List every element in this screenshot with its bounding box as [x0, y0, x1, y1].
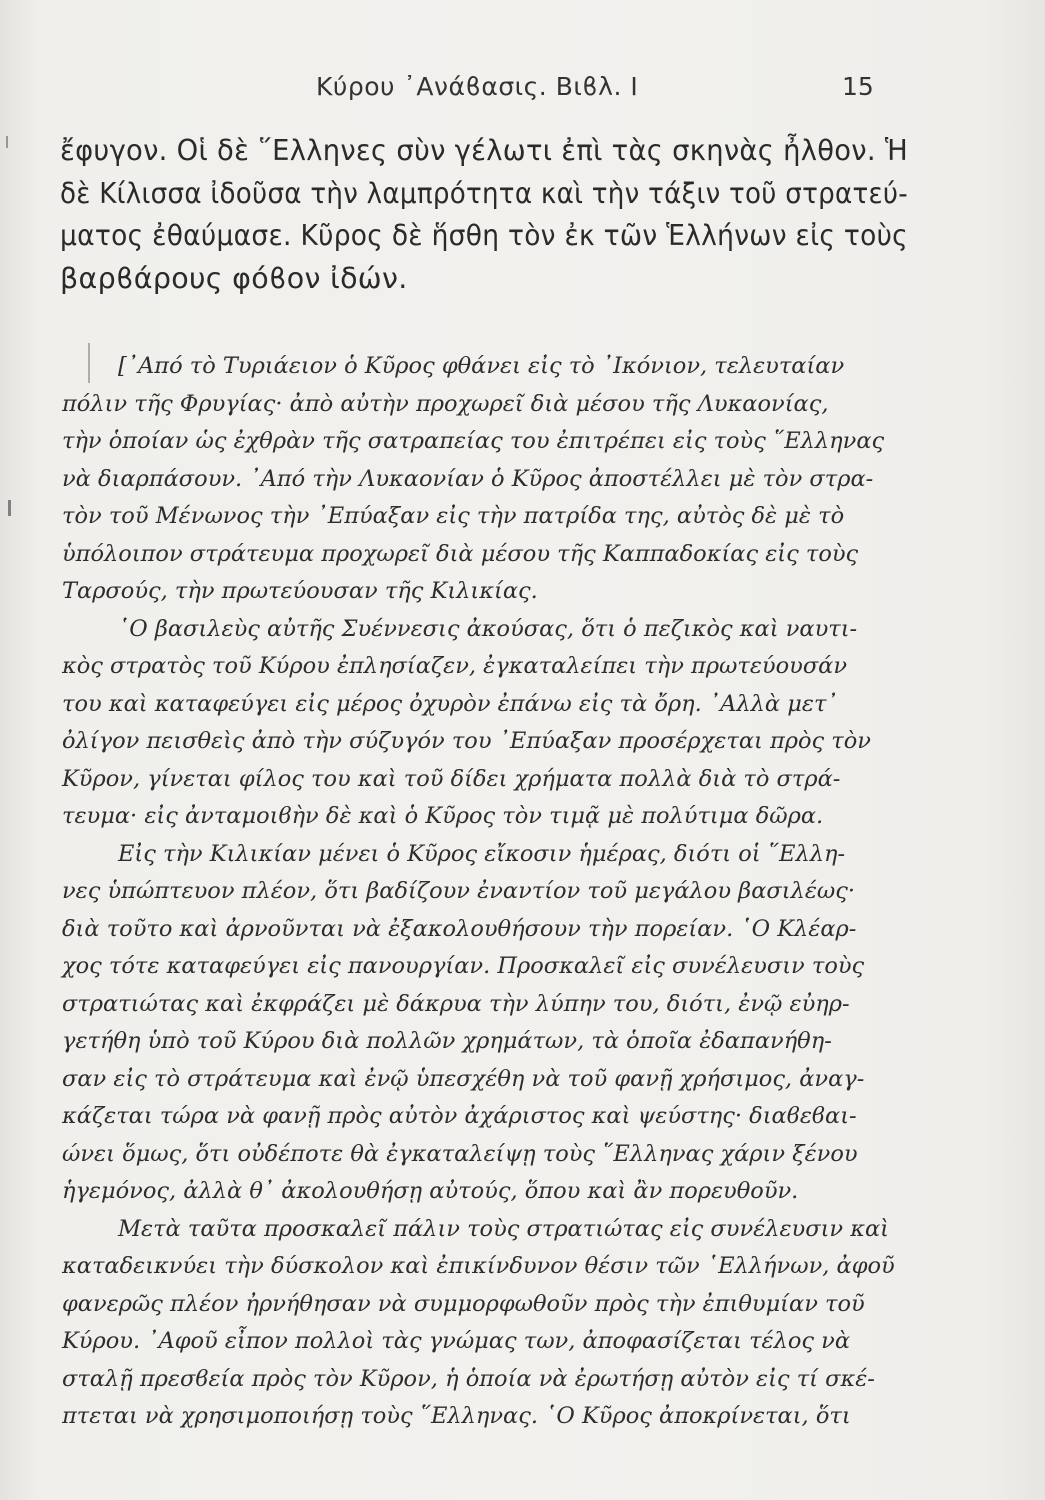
text-line: ἔφυγον. Οἱ δὲ ῞Ελληνες σὺν γέλωτι ἐπὶ τὰς σκηνὰς ἦλθον. Ἡ — [60, 134, 909, 167]
text-line: ματος ἐθαύμασε. Κῦρος δὲ ἥσθη τὸν ἐκ τῶν Ἑλλήνων εἰς τοὺς — [60, 219, 909, 252]
summary-paragraph — [62, 611, 912, 836]
modern-greek-summary — [62, 348, 912, 1436]
text-line: ἡγεμόνος, ἀλλὰ θ᾿ ἀκολουθήσῃ αὐτούς, ὅπου καὶ ἂν πορευθοῦν. — [62, 1178, 799, 1204]
text-line: χος τότε καταφεύγει εἰς πανουργίαν. Προσκαλεῖ εἰς συνέλευσιν τοὺς — [62, 953, 865, 979]
page-number: 15 — [842, 72, 874, 101]
summary-paragraph — [62, 1211, 912, 1436]
margin-speck — [8, 500, 11, 516]
text-line: τευμα· εἰς ἀνταμοιϐὴν δὲ καὶ ὁ Κῦρος τὸν τιμᾷ μὲ πολύτιμα δῶρα. — [62, 803, 824, 829]
text-line: σταλῇ πρεσϐεία πρὸς τὸν Κῦρον, ἡ ὁποία νὰ ἐρωτήσῃ αὐτὸν εἰς τί σκέ- — [62, 1365, 875, 1392]
text-line: γετήθη ὑπὸ τοῦ Κύρου διὰ πολλῶν χρημάτων, τὰ ὁποῖα ἐδαπανήθη- — [62, 1028, 832, 1054]
text-line: τὴν ὁποίαν ὡς ἐχθρὰν τῆς σατραπείας του ἐπιτρέπει εἰς τοὺς ῞Ελληνας — [62, 428, 885, 454]
page-header — [0, 72, 1045, 112]
text-line: στρατιώτας καὶ ἐκφράζει μὲ δάκρυα τὴν λύπην του, διότι, ἐνῷ εὐηρ- — [62, 990, 850, 1017]
text-line: νες ὑπώπτευον πλέον, ὅτι βαδίζουν ἐναντίον τοῦ μεγάλου βασιλέως· — [62, 878, 856, 904]
text-line: διὰ τοῦτο καὶ ἀρνοῦνται νὰ ἐξακολουθήσουν τὴν πορείαν. ῾Ο Κλέαρ- — [62, 915, 857, 942]
text-line: ὀλίγον πεισθεὶς ἀπὸ τὴν σύζυγόν του ᾿Επύαξαν προσέρχεται πρὸς τὸν — [62, 728, 871, 754]
text-line: [᾿Από τὸ Τυριάειον ὁ Κῦρος φθάνει εἰς τὸ ᾿Ικόνιον, τελευταίαν — [118, 353, 845, 379]
margin-speck — [6, 136, 8, 148]
text-line: ῾Ο βασιλεὺς αὐτῆς Συέννεσις ἀκούσας, ὅτι ὁ πεζικὸς καὶ ναυτι- — [118, 615, 858, 642]
text-line: τὸν τοῦ Μένωνος τὴν ᾿Επύαξαν εἰς τὴν πατρίδα της, αὐτὸς δὲ μὲ τὸ — [62, 503, 845, 529]
text-line: φανερῶς πλέον ἠρνήθησαν νὰ συμμορφωθοῦν πρὸς τὴν ἐπιθυμίαν τοῦ — [62, 1290, 865, 1317]
text-line: Ταρσούς, τὴν πρωτεύουσαν τῆς Κιλικίας. — [62, 578, 538, 604]
ancient-greek-text — [60, 130, 910, 300]
summary-paragraph — [62, 836, 912, 1211]
text-line: κὸς στρατὸς τοῦ Κύρου ἐπλησίαζεν, ἐγκαταλείπει τὴν πρωτεύουσάν — [62, 653, 848, 679]
text-line: δὲ Κίλισσα ἰδοῦσα τὴν λαμπρότητα καὶ τὴν τάξιν τοῦ στρατεύ- — [60, 176, 909, 210]
text-line: κάζεται τώρα νὰ φανῇ πρὸς αὐτὸν ἀχάριστος καὶ ψεύστης· διαϐεϐαι- — [62, 1103, 857, 1129]
text-line: πτεται νὰ χρησιμοποιήσῃ τοὺς ῞Ελληνας. ῾Ο Κῦρος ἀποκρίνεται, ὅτι — [62, 1403, 851, 1429]
text-line: πόλιν τῆς Φρυγίας· ἀπὸ αὐτὴν προχωρεῖ διὰ μέσου τῆς Λυκαονίας, — [62, 390, 829, 417]
text-line: σαν εἰς τὸ στράτευμα καὶ ἐνῷ ὑπεσχέθη νὰ τοῦ φανῇ χρήσιμος, ἀναγ- — [62, 1065, 865, 1092]
text-line: ώνει ὅμως, ὅτι οὐδέποτε θὰ ἐγκαταλείψῃ τοὺς ῞Ελληνας χάριν ξένου — [62, 1140, 858, 1167]
summary-paragraph — [62, 348, 912, 611]
text-line: του καὶ καταφεύγει εἰς μέρος ὀχυρὸν ἐπάνω εἰς τὰ ὄρη. ᾿Αλλὰ μετ᾿ — [62, 690, 838, 717]
text-line: Κῦρον, γίνεται φίλος του καὶ τοῦ δίδει χρήματα πολλὰ διὰ τὸ στρά- — [62, 765, 841, 792]
text-line: καταδεικνύει τὴν δύσκολον καὶ ἐπικίνδυνον θέσιν τῶν ῾Ελλήνων, ἀφοῦ — [62, 1253, 895, 1279]
text-line: βαρϐάρους φόϐον ἰδών. — [60, 261, 408, 295]
text-line: ὑπόλοιπον στράτευμα προχωρεῖ διὰ μέσου τῆς Καππαδοκίας εἰς τοὺς — [62, 540, 859, 567]
text-line: Μετὰ ταῦτα προσκαλεῖ πάλιν τοὺς στρατιώτας εἰς συνέλευσιν καὶ — [118, 1215, 889, 1242]
text-line: νὰ διαρπάσουν. ᾿Από τὴν Λυκαονίαν ὁ Κῦρος ἀποστέλλει μὲ τὸν στρα- — [62, 465, 874, 492]
running-head: Κύρου ᾿Ανάϐασις. Βιϐλ. Ι — [316, 72, 639, 101]
text-line: Εἰς τὴν Κιλικίαν μένει ὁ Κῦρος εἴκοσιν ἡμέρας, διότι οἱ ῞Ελλη- — [118, 840, 846, 867]
text-line: Κύρου. ᾿Αφοῦ εἶπον πολλοὶ τὰς γνώμας των, ἀποφασίζεται τέλος νὰ — [62, 1328, 851, 1354]
